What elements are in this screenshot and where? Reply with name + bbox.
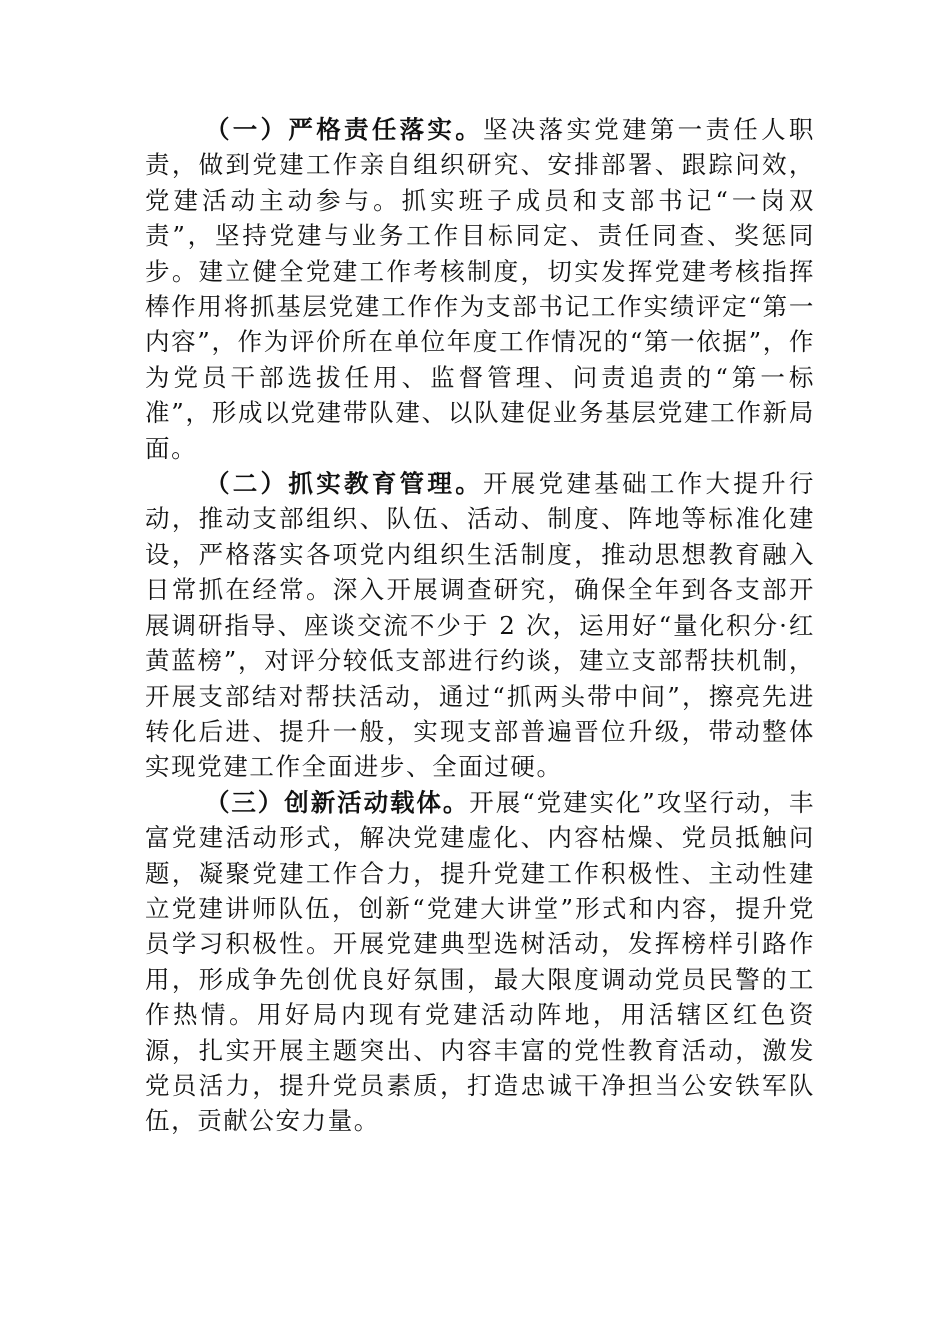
paragraph-education	[145, 466, 815, 785]
paragraph-innovation	[145, 785, 815, 1139]
paragraph-text: 开展党建基础工作大提升行动，推动支部组织、队伍、活动、制度、阵地等标准化建设，严格落实各项党内组织生活制度，推动思想教育融入日常抓在经常。深入开展调查研究，确保全年到各支部开展调研指导、座谈交流不少于 2 次，运用好“量化积分·红黄蓝榜”，对评分较低支部进行约谈，建立支部帮扶机制，开展支部结对帮扶活动，通过“抓两头带中间”，擦亮先进转化后进、提升一般，实现支部普遍晋位升级，带动整体实现党建工作全面进步、全面过硬。	[145, 469, 815, 782]
paragraph-heading: （一）严格责任落实。	[205, 115, 484, 144]
paragraph-text: 开展“党建实化”攻坚行动，丰富党建活动形式，解决党建虚化、内容枯燥、党员抵触问题，凝聚党建工作合力，提升党建工作积极性、主动性建立党建讲师队伍，创新“党建大讲堂”形式和内容，提升党员学习积极性。开展党建典型选树活动，发挥榜样引路作用，形成争先创优良好氛围，最大限度调动党员民警的工作热情。用好局内现有党建活动阵地，用活辖区红色资源，扎实开展主题突出、内容丰富的党性教育活动，激发党员活力，提升党员素质，打造忠诚干净担当公安铁军队伍，贡献公安力量。	[145, 787, 815, 1136]
paragraph-heading: （三）创新活动载体。	[205, 787, 470, 817]
paragraph-responsibility	[145, 112, 815, 466]
paragraph-text: 坚决落实党建第一责任人职责，做到党建工作亲自组织研究、安排部署、跟踪问效，党建活动主动参与。抓实班子成员和支部书记“一岗双责”，坚持党建与业务工作目标同定、责任同查、奖惩同步。建立健全党建工作考核制度，切实发挥党建考核指挥棒作用将抓基层党建工作作为支部书记工作实绩评定“第一内容”，作为评价所在单位年度工作情况的“第一依据”，作为党员干部选拔任用、监督管理、问责追责的“第一标准”，形成以党建带队建、以队建促业务基层党建工作新局面。	[145, 115, 815, 463]
paragraph-heading: （二）抓实教育管理。	[205, 469, 484, 499]
document-body	[145, 112, 815, 1139]
